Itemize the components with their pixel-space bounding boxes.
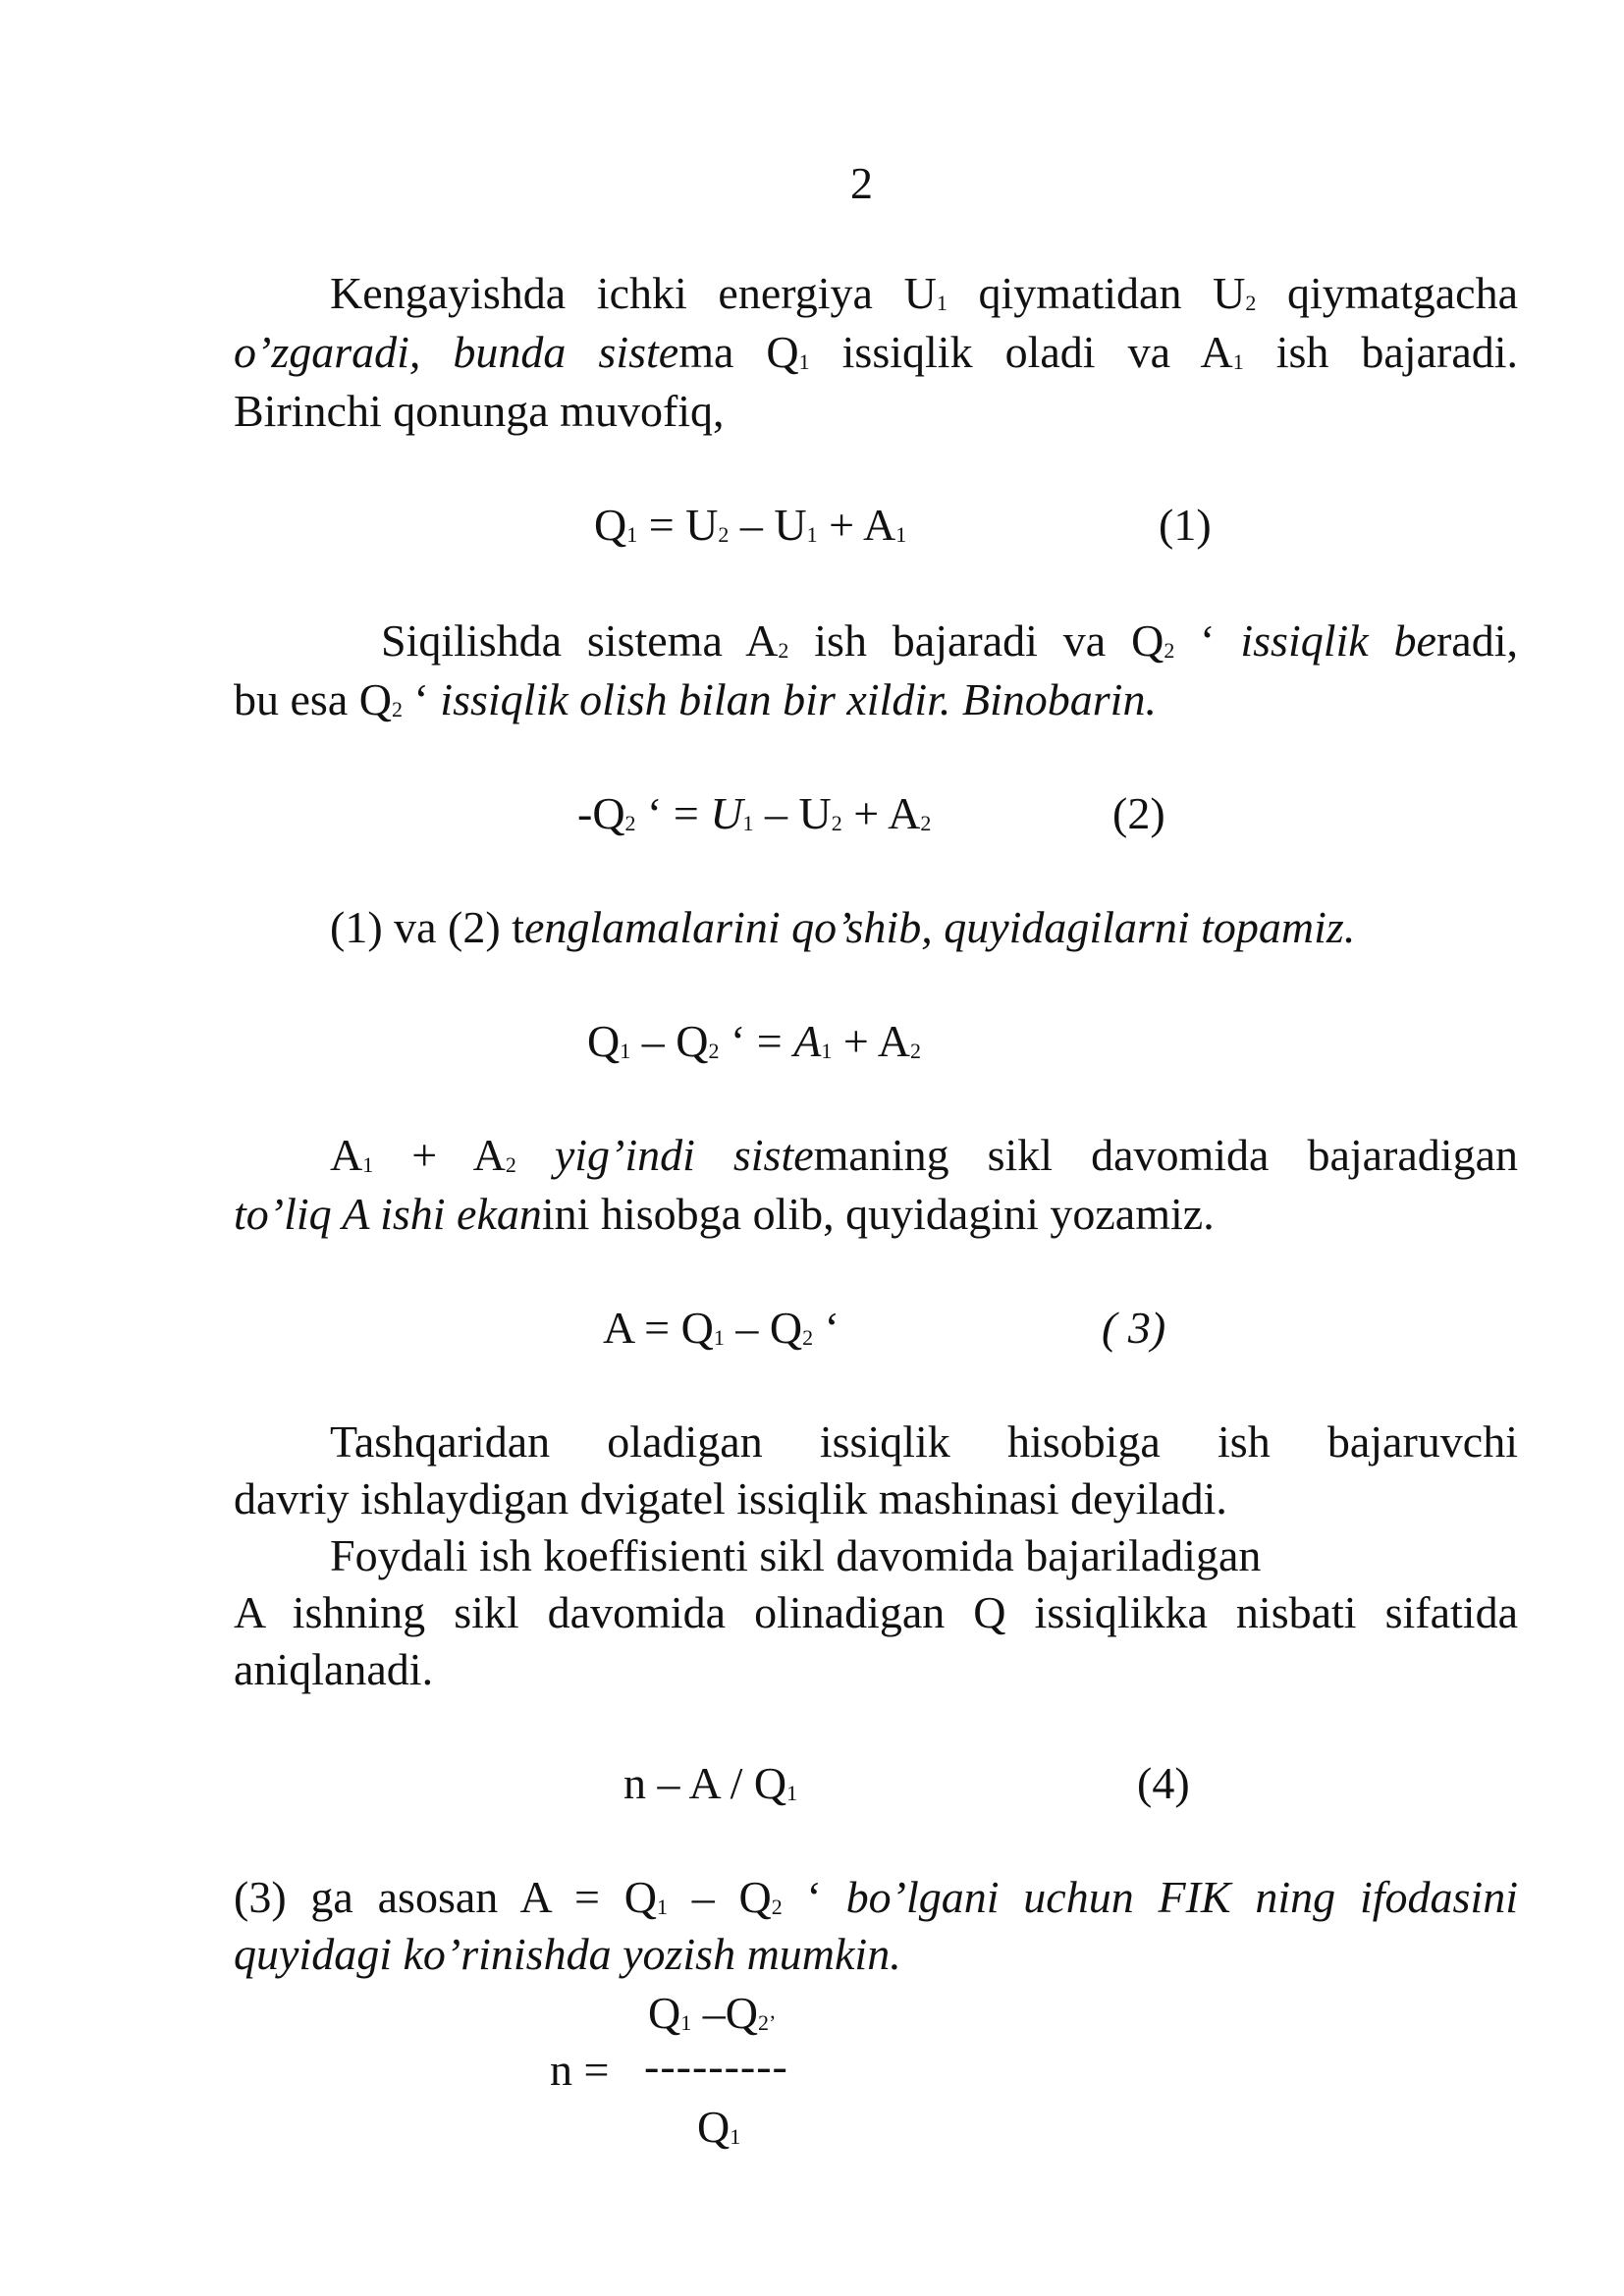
equation-1-number: (1) xyxy=(1159,500,1212,550)
equation-3: $Q_1 - Q_2$ ‘ = $A_1 + A_2$ xyxy=(587,1016,921,1066)
fraction-lhs: n = xyxy=(550,2045,610,2095)
fraction-bar: --------- xyxy=(644,2041,788,2091)
paragraph-2-line-2: bu esa $Q_2$ ‘ issiqlik olish bilan bir xildir. Binobarin. xyxy=(234,674,1157,724)
equation-4: n – A / $Q_1$ xyxy=(623,1758,798,1808)
paragraph-6-line-2: quyidagi ko’rinishda yozish mumkin. xyxy=(234,1929,901,1979)
equation-2-number: (2) xyxy=(1112,788,1165,838)
equation-2: $-Q_2$ ‘ = $U_1 - U_2 + A_2$ xyxy=(577,788,932,838)
equation-1: $Q_1 = U_2 - U_1 + A_1$ xyxy=(594,500,907,550)
paragraph-5-line-1: Tashqaridan oladigan issiqlik hisobiga ish bajaruvchi xyxy=(330,1416,1518,1467)
equation-3-a-formula: $A = Q_1 - Q_2$ ‘ xyxy=(603,1303,839,1353)
paragraph-6-line-1: (3) ga asosan $A = Q_1 - Q_2$ ‘ bo’lgani uchun FIK ning ifodasini xyxy=(234,1872,1518,1922)
equation-4-number: (4) xyxy=(1137,1758,1190,1808)
fraction-denominator: $Q_1$ xyxy=(697,2102,741,2152)
equation-3-number: ( 3) xyxy=(1102,1303,1166,1353)
paragraph-4-line-1: $A_1 + A_2$ yig’indi sistemaning sikl davomida bajaradigan xyxy=(330,1130,1518,1180)
paragraph-5-line-5: aniqlanadi. xyxy=(234,1644,434,1694)
paragraph-3: (1) va (2) tenglamalarini qo’shib, quyidagilarni topamiz. xyxy=(330,902,1356,952)
paragraph-5-line-3: Foydali ish koeffisienti sikl davomida bajariladigan xyxy=(330,1530,1262,1580)
paragraph-5-line-2: davriy ishlaydigan dvigatel issiqlik mashinasi deyiladi. xyxy=(234,1473,1227,1523)
fraction-numerator: $Q_1$ $-Q_{2’}$ xyxy=(648,1988,777,2038)
paragraph-1-line-2: o’zgaradi, bunda sistema $Q_1$ issiqlik oladi va $A_1$ ish bajaradi. xyxy=(234,327,1519,377)
paragraph-2-line-1: Siqilishda sistema $A_2$ ish bajaradi va $Q_2$ ‘ issiqlik beradi, xyxy=(381,615,1518,666)
page-number: 2 xyxy=(850,158,873,208)
paragraph-4-line-2: to’liq A ishi ekanini hisobga olib, quyidagini yozamiz. xyxy=(234,1189,1215,1239)
paragraph-1-line-1: Kengayishda ichki energiya $U_1$ qiymatidan $U_2$ qiymatgacha xyxy=(330,268,1518,318)
paragraph-5-line-4: A ishning sikl davomida olinadigan Q issiqlikka nisbati sifatida xyxy=(234,1587,1518,1637)
paragraph-1-line-3: Birinchi qonunga muvofiq, xyxy=(234,386,725,436)
